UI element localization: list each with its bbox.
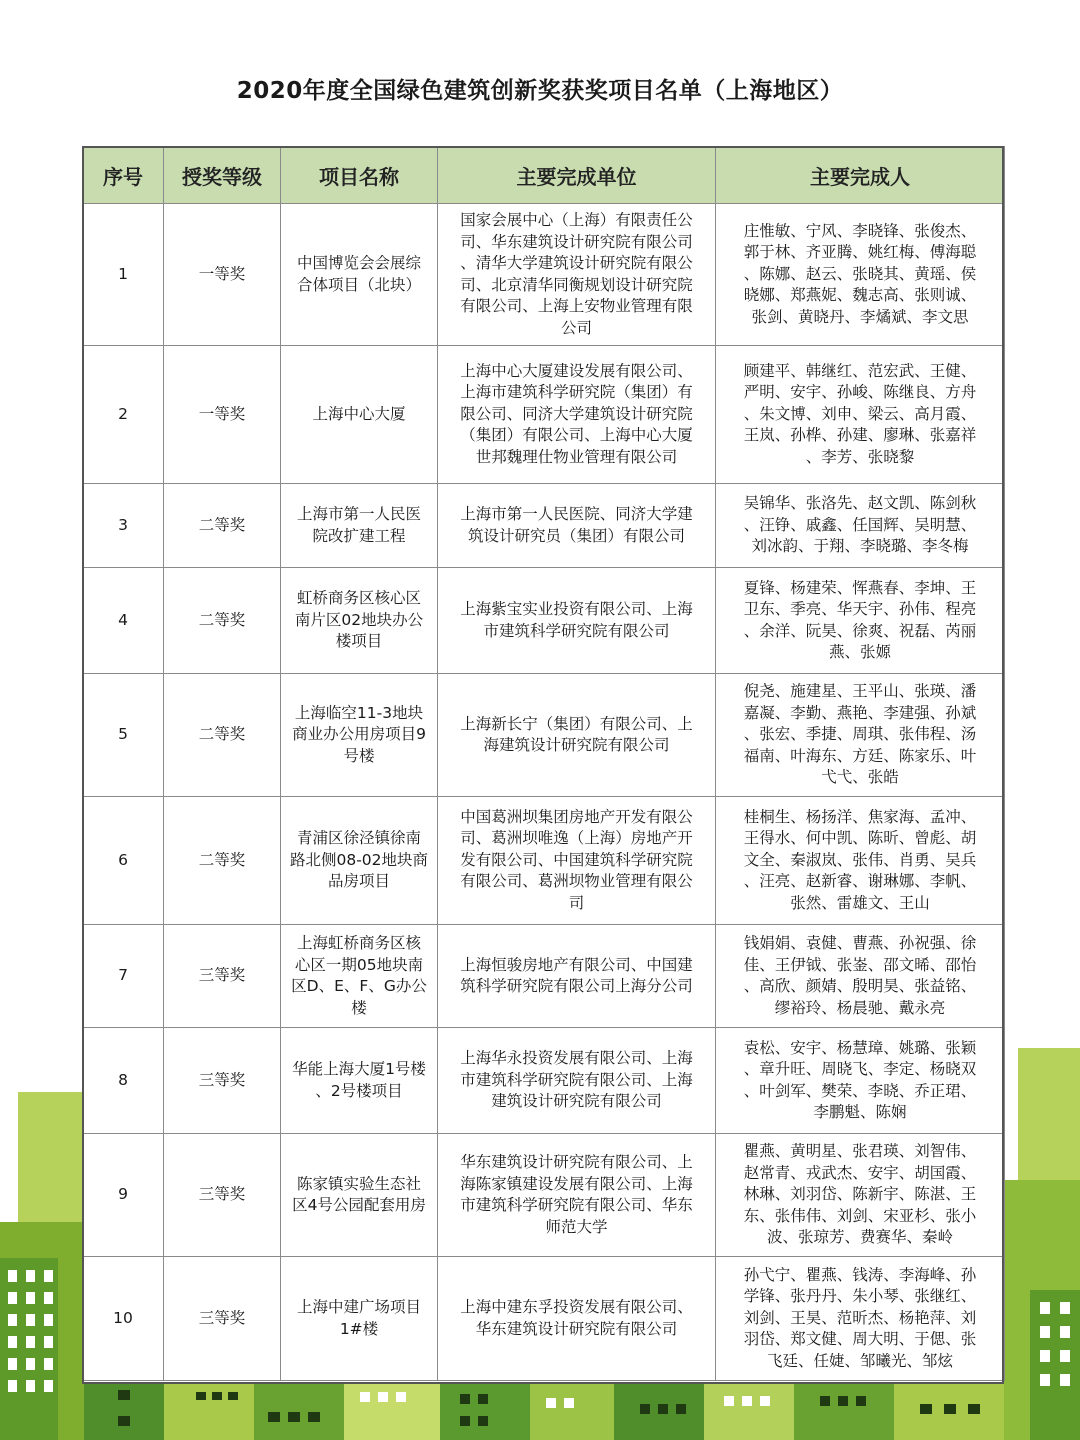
row-number: 3	[83, 484, 164, 568]
completion-units-line: 上海新长宁（集团）有限公司、上	[460, 714, 693, 733]
row-number: 4	[83, 568, 164, 674]
row-number: 6	[83, 797, 164, 925]
completion-units-line: 司	[568, 893, 585, 912]
completion-people-line: 波、张琼芳、费赛华、秦岭	[766, 1228, 953, 1247]
award-level: 三等奖	[164, 1257, 281, 1381]
award-level: 二等奖	[164, 797, 281, 925]
project-name	[281, 1028, 438, 1134]
completion-people-line: 袁松、安宇、杨慧璋、姚璐、张颖	[743, 1038, 977, 1057]
completion-people	[716, 346, 1005, 484]
completion-people-line: 、陈娜、赵云、张晓其、黄瑶、侯	[743, 264, 977, 283]
completion-people-line: 、余洋、阮昊、徐爽、祝磊、芮丽	[743, 621, 977, 640]
completion-units-line: 师范大学	[545, 1217, 608, 1236]
completion-people-line: 、李芳、张晓黎	[805, 447, 915, 466]
header-level: 授奖等级	[164, 147, 281, 204]
completion-people-line: 、汪亮、赵新睿、谢琳娜、李帆、	[743, 872, 977, 891]
completion-units	[438, 568, 716, 674]
completion-units-line: 建筑设计研究院有限公司	[491, 1092, 662, 1111]
completion-people	[716, 925, 1005, 1028]
completion-units-line: 中国葛洲坝集团房地产开发有限公	[460, 807, 693, 826]
completion-units	[438, 925, 716, 1028]
completion-people	[716, 1257, 1005, 1381]
completion-people-line: 瞿燕、黄明星、张君瑛、刘智伟、	[743, 1142, 977, 1161]
completion-units	[438, 1134, 716, 1257]
project-name	[281, 484, 438, 568]
completion-people-line: 、章升旺、周晓飞、李定、杨晓双	[743, 1060, 977, 1078]
completion-units	[438, 484, 716, 568]
completion-people-line: 严明、安宇、孙峻、陈继良、方舟	[743, 383, 977, 402]
project-name-line: 院改扩建工程	[312, 526, 406, 545]
project-name	[281, 346, 438, 484]
award-level: 三等奖	[164, 1028, 281, 1134]
row-number: 10	[83, 1257, 164, 1381]
completion-people-line: 缪裕玲、杨晨驰、戴永亮	[774, 998, 946, 1017]
completion-people	[716, 674, 1005, 797]
project-name-line: 品房项目	[327, 872, 390, 891]
table-row	[83, 674, 1005, 797]
row-number: 5	[83, 674, 164, 797]
completion-people-line: 张剑、黄晓丹、李燏斌、李文思	[751, 307, 969, 326]
award-level: 一等奖	[164, 346, 281, 484]
completion-people-line: 赵常青、戎武杰、安宇、胡国霞、	[743, 1163, 977, 1182]
project-name-line: 区4号公园配套用房	[292, 1196, 426, 1214]
completion-people-line: 福南、叶海东、方廷、陈家乐、叶	[743, 746, 977, 765]
completion-units	[438, 1028, 716, 1134]
completion-people-line: 嘉凝、李勤、燕艳、李建强、孙斌	[743, 703, 977, 722]
project-name-line: 楼	[351, 998, 367, 1017]
project-name-line: 路北侧08-02地块商	[289, 850, 429, 869]
completion-people-line: 、叶剑军、樊荣、李晓、乔正珺、	[743, 1081, 977, 1100]
project-name-line: 华能上海大厦1号楼	[292, 1060, 426, 1078]
completion-units-line: 华东建筑设计研究院有限公司、上	[460, 1153, 693, 1171]
award-level: 三等奖	[164, 1134, 281, 1257]
completion-units-line: 、清华大学建筑设计研究院有限公	[460, 254, 693, 272]
completion-units-line: 发有限公司、中国建筑科学研究院	[460, 850, 693, 869]
completion-units-line: 司、北京清华同衡规划设计研究院	[460, 275, 693, 294]
completion-people-line: 郭于林、齐亚腾、姚红梅、傅海聪	[743, 243, 977, 262]
award-level: 三等奖	[164, 925, 281, 1028]
completion-people-line: 林琳、刘羽岱、陈新宇、陈湛、王	[743, 1185, 977, 1204]
project-name-line: 上海中建广场项目	[296, 1298, 421, 1316]
completion-people-line: 文全、秦淑岚、张伟、肖勇、吴兵	[743, 850, 977, 869]
table-row	[83, 346, 1005, 484]
completion-people-line: 夏锋、杨建荣、恽燕春、李坤、王	[743, 578, 977, 597]
completion-units-line: 筑科学研究院有限公司上海分公司	[460, 977, 693, 995]
row-number: 7	[83, 925, 164, 1028]
completion-people-line: 桂桐生、杨扬洋、焦家海、孟冲、	[743, 807, 977, 826]
row-number: 2	[83, 346, 164, 484]
project-name-line: 虹桥商务区核心区	[296, 589, 421, 608]
completion-units-line: 市建筑科学研究院有限公司	[483, 621, 670, 640]
project-name-line: 1#楼	[339, 1319, 379, 1338]
completion-people	[716, 568, 1005, 674]
project-name-line: 商业办公用房项目9	[292, 725, 426, 744]
completion-units-line: 司、华东建筑设计研究院有限公司	[460, 232, 693, 251]
project-name-line: 陈家镇实验生态社	[296, 1174, 421, 1193]
project-name	[281, 925, 438, 1028]
header-units: 主要完成单位	[438, 147, 716, 204]
completion-units-line: 国家会展中心（上海）有限责任公	[460, 211, 693, 229]
completion-people	[716, 1134, 1005, 1257]
completion-people-line: 佳、王伊钺、张崟、邵文晞、邵怡	[743, 955, 977, 974]
completion-people-line: 张然、雷雄文、王山	[790, 893, 930, 912]
completion-people-line: 王得水、何中凯、陈昕、曾彪、胡	[743, 829, 977, 848]
completion-people-line: 李鹏魁、陈娴	[813, 1103, 907, 1121]
table-body	[83, 204, 1005, 1381]
completion-units-line: 上海中建东孚投资发展有限公司、	[460, 1298, 693, 1316]
completion-units-line: （集团）有限公司、上海中心大厦	[460, 426, 693, 445]
header-project: 项目名称	[281, 147, 438, 204]
table-row	[83, 204, 1005, 346]
project-name-line: 上海中心大厦	[312, 404, 406, 423]
header-people: 主要完成人	[716, 147, 1005, 204]
completion-people-line: 、张宏、季捷、周琪、张伟程、汤	[743, 725, 977, 744]
project-name-line: 中国博览会会展综	[296, 254, 421, 272]
completion-units-line: 上海紫宝实业投资有限公司、上海	[460, 600, 693, 618]
page-title: 2020年度全国绿色建筑创新奖获奖项目名单（上海地区）	[236, 78, 844, 104]
completion-units	[438, 346, 716, 484]
table-row	[83, 484, 1005, 568]
project-name-line: 区D、E、F、G办公	[291, 977, 427, 995]
completion-people-line: 倪尧、施建星、王平山、张瑛、潘	[743, 682, 977, 701]
table-row	[83, 568, 1005, 674]
project-name	[281, 1134, 438, 1257]
project-name-line: 上海市第一人民医	[296, 505, 421, 523]
completion-people-line: 飞廷、任婕、邹曦光、邹炫	[766, 1351, 953, 1370]
completion-people	[716, 1028, 1005, 1134]
completion-people-line: 顾建平、韩继红、范宏武、王健、	[743, 361, 977, 380]
completion-units	[438, 204, 716, 346]
completion-people-line: 东、张伟伟、刘剑、宋亚杉、张小	[743, 1206, 977, 1225]
completion-people-line: 、汪铮、戚鑫、任国辉、吴明慧、	[743, 515, 977, 534]
completion-units-line: 华东建筑设计研究院有限公司	[475, 1319, 678, 1338]
project-name-line: 合体项目（北块）	[296, 275, 421, 294]
completion-people-line: 燕、张嫄	[828, 643, 891, 661]
row-number: 8	[83, 1028, 164, 1134]
completion-units-line: 限公司、同济大学建筑设计研究院	[460, 404, 693, 423]
completion-units-line: 上海中心大厦建设发展有限公司、	[460, 361, 693, 380]
project-name-line: 楼项目	[335, 632, 383, 651]
completion-people-line: 卫东、季亮、华天宇、孙伟、程亮	[743, 600, 977, 618]
completion-people-line: 刘剑、王昊、范昕杰、杨艳萍、刘	[743, 1308, 977, 1327]
table-row	[83, 1257, 1005, 1381]
project-name	[281, 568, 438, 674]
completion-people-line: 晓娜、郑燕妮、魏志高、张则诚、	[743, 286, 977, 305]
table-row	[83, 925, 1005, 1028]
project-name	[281, 797, 438, 925]
completion-units-line: 上海华永投资发展有限公司、上海	[460, 1049, 693, 1068]
award-level: 二等奖	[164, 674, 281, 797]
project-name	[281, 1257, 438, 1381]
table-row	[83, 1134, 1005, 1257]
award-table	[82, 146, 1005, 1381]
row-number: 1	[83, 204, 164, 346]
completion-units	[438, 1257, 716, 1381]
completion-people-line: 钱娟娟、袁健、曹燕、孙祝强、徐	[743, 934, 977, 952]
completion-people-line: 刘冰韵、于翔、李晓璐、李冬梅	[751, 537, 969, 556]
completion-people-line: 孙弋宁、瞿燕、钱涛、李海峰、孙	[743, 1265, 977, 1284]
completion-units-line: 公司	[560, 318, 592, 337]
completion-people-line: 、朱文博、刘申、梁云、高月霞、	[743, 404, 977, 423]
completion-units-line: 世邦魏理仕物业管理有限公司	[475, 447, 678, 466]
completion-people-line: 、高欣、颜婧、殷明昊、张益铭、	[743, 977, 977, 995]
completion-units-line: 市建筑科学研究院有限公司、上海	[460, 1070, 693, 1089]
project-name-line: 心区一期05地块南	[294, 955, 424, 974]
project-name-line: 号楼	[343, 746, 375, 765]
completion-people-line: 吴锦华、张洛先、赵文凯、陈剑秋	[743, 494, 977, 513]
completion-units-line: 上海市建筑科学研究院（集团）有	[460, 383, 693, 402]
completion-people-line: 学锋、张丹丹、朱小琴、张继红、	[743, 1287, 977, 1306]
completion-units	[438, 797, 716, 925]
award-level: 二等奖	[164, 484, 281, 568]
completion-people-line: 王岚、孙桦、孙建、廖琳、张嘉祥	[743, 426, 977, 445]
table-row	[83, 1028, 1005, 1134]
completion-units-line: 市建筑科学研究院有限公司、华东	[460, 1196, 693, 1214]
project-name	[281, 204, 438, 346]
completion-units-line: 司、葛洲坝唯逸（上海）房地产开	[460, 829, 693, 848]
completion-people-line: 庄惟敏、宁风、李晓锋、张俊杰、	[743, 221, 977, 240]
project-name-line: 青浦区徐泾镇徐南	[296, 829, 421, 848]
completion-people	[716, 484, 1005, 568]
header-no: 序号	[83, 147, 164, 204]
award-level: 二等奖	[164, 568, 281, 674]
completion-units-line: 筑设计研究员（集团）有限公司	[467, 526, 685, 545]
completion-units	[438, 674, 716, 797]
completion-units-line: 有限公司、葛洲坝物业管理有限公	[460, 872, 693, 891]
completion-people-line: 弋弋、张皓	[821, 768, 899, 787]
table-header-row	[83, 147, 1005, 204]
project-name	[281, 674, 438, 797]
completion-units-line: 有限公司、上海上安物业管理有限	[460, 297, 693, 315]
completion-people-line: 羽岱、郑文健、周大明、于偲、张	[743, 1330, 977, 1349]
completion-people	[716, 797, 1005, 925]
completion-units-line: 海陈家镇建设发展有限公司、上海	[460, 1174, 693, 1193]
project-name-line: 南片区02地块办公	[294, 610, 424, 629]
award-level: 一等奖	[164, 204, 281, 346]
project-name-line: 上海临空11-3地块	[294, 703, 424, 722]
row-number: 9	[83, 1134, 164, 1257]
project-name-line: 、2号楼项目	[315, 1081, 403, 1100]
project-name-line: 上海虹桥商务区核	[296, 934, 421, 952]
completion-units-line: 上海市第一人民医院、同济大学建	[460, 505, 693, 523]
completion-units-line: 海建筑设计研究院有限公司	[483, 736, 670, 754]
completion-units-line: 上海恒骏房地产有限公司、中国建	[460, 955, 693, 974]
table-row	[83, 797, 1005, 925]
completion-people	[716, 204, 1005, 346]
